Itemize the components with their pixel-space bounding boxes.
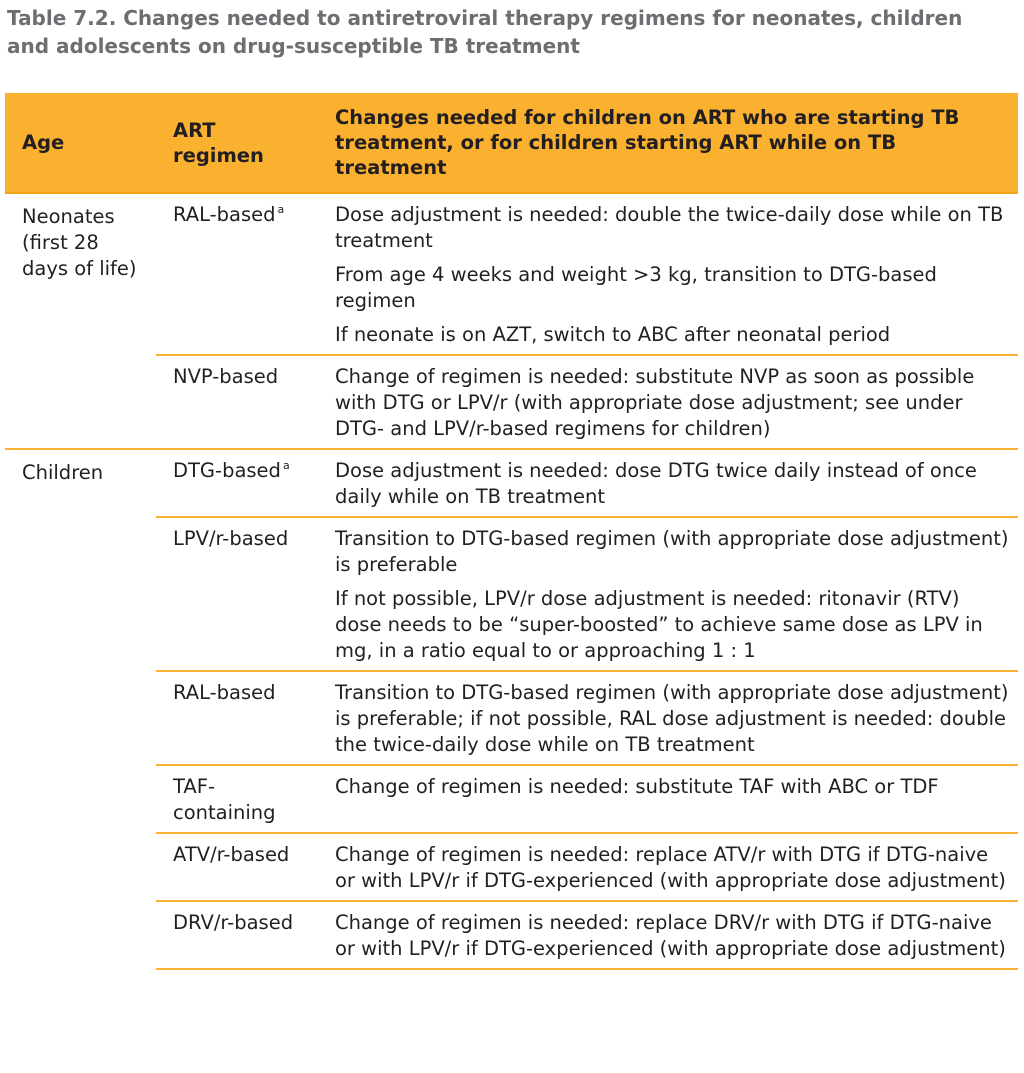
footnote-marker: a [282,459,290,472]
header-age: Age [5,93,156,193]
regimen-cell: RAL-based [156,671,318,765]
table-row [5,517,1018,671]
table-body [5,193,1018,969]
table-row [5,833,1018,901]
change-text: If neonate is on AZT, switch to ABC after neonatal period [335,323,891,346]
change-text: Transition to DTG-based regimen (with appropriate dose adjustment) is preferable [335,527,1009,576]
change-text: Dose adjustment is needed: double the twice-daily dose while on TB treatment [335,203,1004,252]
change-text: Change of regimen is needed: replace ATV/r with DTG if DTG-naive or with LPV/r if DTG-experienced (with appropriate dose adjustment) [335,843,1006,892]
changes-cell [318,193,1018,355]
regimen-label: DTG-based [173,459,281,482]
change-text: Change of regimen is needed: substitute NVP as soon as possible with DTG or LPV/r (with appropriate dose adjustment; see under DTG- and LPV/r-based regimens for children) [335,365,975,440]
footnote-marker: a [277,203,285,216]
header-changes: Changes needed for children on ART who are starting TB treatment, or for children starting ART while on TB treatment [318,93,1018,193]
changes-cell [318,833,1018,901]
change-text: Dose adjustment is needed: dose DTG twice daily instead of once daily while on TB treatment [335,459,977,508]
table-row [5,355,1018,449]
table-header [5,93,1018,193]
age-cell-neonates: Neonates (first 28 days of life) [5,193,156,449]
regimen-cell [156,193,318,355]
header-regimen: ART regimen [156,93,318,193]
table-title: Table 7.2. Changes needed to antiretroviral therapy regimens for neonates, children and adolescents on drug-susceptible TB treatment [7,6,963,58]
changes-cell [318,765,1018,833]
change-text: From age 4 weeks and weight >3 kg, transition to DTG-based regimen [335,263,937,312]
regimen-cell: DRV/r-based [156,901,318,969]
regimen-cell: ATV/r-based [156,833,318,901]
regimen-label: RAL-based [173,203,276,226]
changes-cell [318,517,1018,671]
table-row [5,671,1018,765]
header-row [5,93,1018,193]
age-cell-children: Children [5,449,156,969]
changes-cell [318,671,1018,765]
regimen-cell: LPV/r-based [156,517,318,671]
change-text: Transition to DTG-based regimen (with appropriate dose adjustment) is preferable; if not possible, RAL dose adjustment is needed: double the twice-daily dose while on TB treatment [335,681,1009,756]
changes-cell [318,449,1018,517]
change-text: Change of regimen is needed: substitute TAF with ABC or TDF [335,775,939,798]
changes-cell [318,355,1018,449]
regimen-cell: NVP-based [156,355,318,449]
table-row [5,193,1018,355]
regimen-cell [156,449,318,517]
table-row [5,901,1018,969]
table-row [5,449,1018,517]
regimen-cell: TAF-containing [156,765,318,833]
changes-cell [318,901,1018,969]
table-row [5,765,1018,833]
art-regimen-table [5,93,1018,970]
change-text: Change of regimen is needed: replace DRV/r with DTG if DTG-naive or with LPV/r if DTG-experienced (with appropriate dose adjustment) [335,911,1006,960]
change-text: If not possible, LPV/r dose adjustment is needed: ritonavir (RTV) dose needs to be “super-boosted” to achieve same dose as LPV in mg, in a ratio equal to or approaching 1 : 1 [335,587,983,662]
